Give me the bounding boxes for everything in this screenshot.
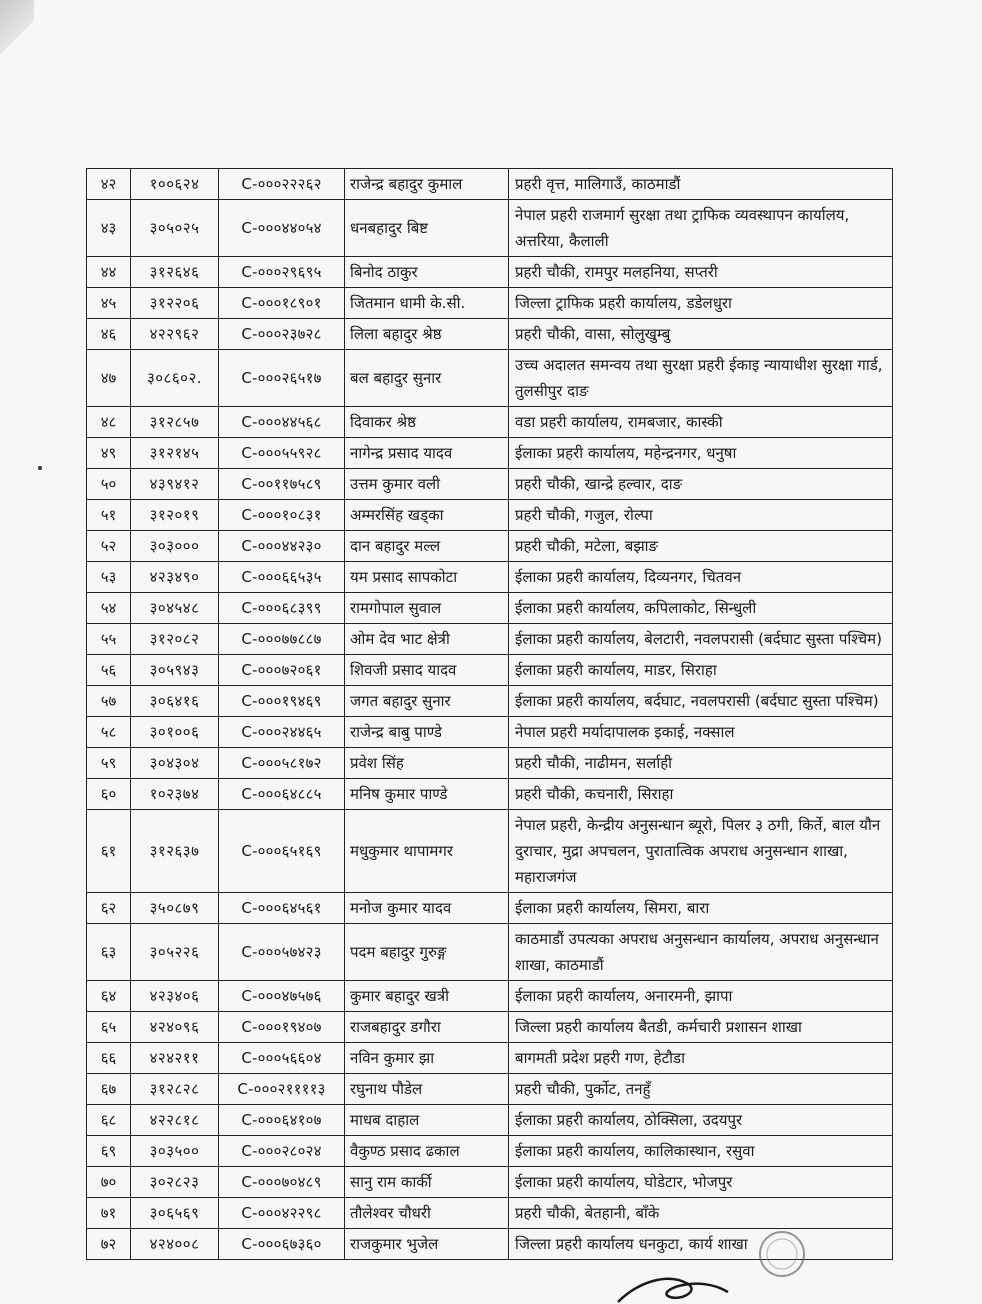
name-cell: जगत बहादुर सुनार: [345, 686, 509, 717]
serial-number-cell: ४८: [87, 407, 131, 438]
serial-number-cell: ५६: [87, 655, 131, 686]
code-cell: C-०००५६६०४: [219, 1043, 345, 1074]
code-cell: C-०००६६५३५: [219, 562, 345, 593]
serial-number-cell: ४२: [87, 169, 131, 200]
name-cell: राजकुमार भुजेल: [345, 1229, 509, 1260]
office-cell: ईलाका प्रहरी कार्यालय, अनारमनी, झापा: [509, 981, 893, 1012]
id-number-cell: ३०२८२३: [131, 1167, 219, 1198]
office-cell: ईलाका प्रहरी कार्यालय, कालिकास्थान, रसुवा: [509, 1136, 893, 1167]
office-cell: ईलाका प्रहरी कार्यालय, दिव्यनगर, चितवन: [509, 562, 893, 593]
id-number-cell: १००६२४: [131, 169, 219, 200]
serial-number-cell: ५०: [87, 469, 131, 500]
code-cell: C-०००४७५७६: [219, 981, 345, 1012]
table-row: [87, 1043, 893, 1074]
office-cell: जिल्ला प्रहरी कार्यालय धनकुटा, कार्य शाखा: [509, 1229, 893, 1260]
serial-number-cell: ४४: [87, 257, 131, 288]
serial-number-cell: ५२: [87, 531, 131, 562]
table-row: [87, 469, 893, 500]
table-row: [87, 1074, 893, 1105]
table-row: [87, 981, 893, 1012]
serial-number-cell: ६७: [87, 1074, 131, 1105]
office-cell: प्रहरी चौकी, वासा, सोलुखुम्बु: [509, 319, 893, 350]
code-cell: C-०००६७३६०: [219, 1229, 345, 1260]
office-cell: ईलाका प्रहरी कार्यालय, माडर, सिराहा: [509, 655, 893, 686]
page-corner-fold: [0, 0, 34, 56]
table-row: [87, 407, 893, 438]
table-row: [87, 624, 893, 655]
id-number-cell: ४३९४१२: [131, 469, 219, 500]
id-number-cell: ३०१००६: [131, 717, 219, 748]
name-cell: धनबहादुर बिष्ट: [345, 200, 509, 257]
id-number-cell: ३०५०२५: [131, 200, 219, 257]
official-stamp: [756, 1228, 808, 1280]
serial-number-cell: ६५: [87, 1012, 131, 1043]
id-number-cell: ४२२८१८: [131, 1105, 219, 1136]
office-cell: प्रहरी चौकी, रामपुर मलहनिया, सप्तरी: [509, 257, 893, 288]
code-cell: C-०००६५१६९: [219, 810, 345, 893]
name-cell: मनिष कुमार पाण्डे: [345, 779, 509, 810]
name-cell: तौलेश्वर चौधरी: [345, 1198, 509, 1229]
name-cell: बिनोद ठाकुर: [345, 257, 509, 288]
name-cell: कुमार बहादुर खत्री: [345, 981, 509, 1012]
table-row: [87, 1167, 893, 1198]
id-number-cell: ४२४००८: [131, 1229, 219, 1260]
office-cell: ईलाका प्रहरी कार्यालय, ठोक्सिला, उदयपुर: [509, 1105, 893, 1136]
table-row: [87, 593, 893, 624]
table-row: [87, 1136, 893, 1167]
serial-number-cell: ६८: [87, 1105, 131, 1136]
id-number-cell: ३०४३०४: [131, 748, 219, 779]
serial-number-cell: ६०: [87, 779, 131, 810]
id-number-cell: ४२२९६२: [131, 319, 219, 350]
code-cell: C-०००२४४६५: [219, 717, 345, 748]
name-cell: ओम देव भाट क्षेत्री: [345, 624, 509, 655]
code-cell: C-००११७५८९: [219, 469, 345, 500]
name-cell: उत्तम कुमार वली: [345, 469, 509, 500]
table-row: [87, 1105, 893, 1136]
code-cell: C-०००२११११३: [219, 1074, 345, 1105]
office-cell: प्रहरी वृत्त, मालिगाउँ, काठमाडौं: [509, 169, 893, 200]
name-cell: यम प्रसाद सापकोटा: [345, 562, 509, 593]
code-cell: C-०००७७८८७: [219, 624, 345, 655]
name-cell: राजेन्द्र बहादुर कुमाल: [345, 169, 509, 200]
name-cell: राजेन्द्र बाबु पाण्डे: [345, 717, 509, 748]
code-cell: C-०००२८०२४: [219, 1136, 345, 1167]
serial-number-cell: ७१: [87, 1198, 131, 1229]
serial-number-cell: ६२: [87, 893, 131, 924]
serial-number-cell: ५८: [87, 717, 131, 748]
id-number-cell: ३१२१४५: [131, 438, 219, 469]
code-cell: C-०००४४५६८: [219, 407, 345, 438]
code-cell: C-०००४४०५४: [219, 200, 345, 257]
code-cell: C-०००६८३९९: [219, 593, 345, 624]
name-cell: नविन कुमार झा: [345, 1043, 509, 1074]
name-cell: रघुनाथ पौडेल: [345, 1074, 509, 1105]
code-cell: C-०००६४१०७: [219, 1105, 345, 1136]
name-cell: राजबहादुर डगौरा: [345, 1012, 509, 1043]
serial-number-cell: ५९: [87, 748, 131, 779]
name-cell: सानु राम कार्की: [345, 1167, 509, 1198]
serial-number-cell: ५५: [87, 624, 131, 655]
office-cell: काठमाडौं उपत्यका अपराध अनुसन्धान कार्यालय, अपराध अनुसन्धान शाखा, काठमाडौं: [509, 924, 893, 981]
office-cell: ईलाका प्रहरी कार्यालय, कपिलाकोट, सिन्धुली: [509, 593, 893, 624]
serial-number-cell: ६१: [87, 810, 131, 893]
table-row: [87, 1198, 893, 1229]
table-row: [87, 810, 893, 893]
table-row: [87, 288, 893, 319]
scan-speck: [38, 466, 42, 470]
serial-number-cell: ४५: [87, 288, 131, 319]
office-cell: ईलाका प्रहरी कार्यालय, महेन्द्रनगर, धनुषा: [509, 438, 893, 469]
serial-number-cell: ६९: [87, 1136, 131, 1167]
table-row: [87, 924, 893, 981]
name-cell: अम्मरसिंह खड्का: [345, 500, 509, 531]
id-number-cell: ४२४०९६: [131, 1012, 219, 1043]
office-cell: ईलाका प्रहरी कार्यालय, सिमरा, बारा: [509, 893, 893, 924]
office-cell: उच्च अदालत समन्वय तथा सुरक्षा प्रहरी ईकाइ न्यायाधीश सुरक्षा गार्ड, तुलसीपुर दाङ: [509, 350, 893, 407]
id-number-cell: ३०३५००: [131, 1136, 219, 1167]
office-cell: प्रहरी चौकी, नाढीमन, सर्लाही: [509, 748, 893, 779]
table-row: [87, 779, 893, 810]
code-cell: C-०००५७४२३: [219, 924, 345, 981]
office-cell: जिल्ला प्रहरी कार्यालय बैतडी, कर्मचारी प्रशासन शाखा: [509, 1012, 893, 1043]
serial-number-cell: ६४: [87, 981, 131, 1012]
code-cell: C-०००७०४८९: [219, 1167, 345, 1198]
code-cell: C-०००२३७२८: [219, 319, 345, 350]
office-cell: नेपाल प्रहरी मर्यादापालक इकाई, नक्साल: [509, 717, 893, 748]
id-number-cell: ३५०८७९: [131, 893, 219, 924]
id-number-cell: ३१२८५७: [131, 407, 219, 438]
serial-number-cell: ४७: [87, 350, 131, 407]
serial-number-cell: ४३: [87, 200, 131, 257]
office-cell: प्रहरी चौकी, मटेला, बझाङ: [509, 531, 893, 562]
code-cell: C-०००२२२६२: [219, 169, 345, 200]
name-cell: जितमान धामी के.सी.: [345, 288, 509, 319]
office-cell: नेपाल प्रहरी राजमार्ग सुरक्षा तथा ट्राफिक व्यवस्थापन कार्यालय, अत्तरिया, कैलाली: [509, 200, 893, 257]
name-cell: लिला बहादुर श्रेष्ठ: [345, 319, 509, 350]
code-cell: C-०००१८९०१: [219, 288, 345, 319]
table-row: [87, 562, 893, 593]
id-number-cell: ४२३४०६: [131, 981, 219, 1012]
id-number-cell: ३१२६३७: [131, 810, 219, 893]
serial-number-cell: ६६: [87, 1043, 131, 1074]
table-row: [87, 438, 893, 469]
serial-number-cell: ४६: [87, 319, 131, 350]
name-cell: मधुकुमार थापामगर: [345, 810, 509, 893]
name-cell: माधब दाहाल: [345, 1105, 509, 1136]
id-number-cell: ३०३०००: [131, 531, 219, 562]
office-cell: प्रहरी चौकी, पुर्कोट, तनहुँ: [509, 1074, 893, 1105]
name-cell: पदम बहादुर गुरुङ्ग: [345, 924, 509, 981]
office-cell: वडा प्रहरी कार्यालय, रामबजार, कास्की: [509, 407, 893, 438]
serial-number-cell: ५३: [87, 562, 131, 593]
table-row: [87, 319, 893, 350]
code-cell: C-०००६४८८५: [219, 779, 345, 810]
id-number-cell: ३१२६४६: [131, 257, 219, 288]
id-number-cell: ३१२०८२: [131, 624, 219, 655]
signature-mark: [608, 1262, 748, 1304]
code-cell: C-०००२६५१७: [219, 350, 345, 407]
table-row: [87, 169, 893, 200]
serial-number-cell: ५७: [87, 686, 131, 717]
name-cell: नागेन्द्र प्रसाद यादव: [345, 438, 509, 469]
id-number-cell: ३१२२०६: [131, 288, 219, 319]
code-cell: C-०००७२०६१: [219, 655, 345, 686]
id-number-cell: ३०८६०२.: [131, 350, 219, 407]
office-cell: प्रहरी चौकी, खान्द्रे हल्वार, दाङ: [509, 469, 893, 500]
id-number-cell: ३१२०१९: [131, 500, 219, 531]
serial-number-cell: ७०: [87, 1167, 131, 1198]
personnel-table-container: [86, 168, 892, 1260]
code-cell: C-०००४२२९८: [219, 1198, 345, 1229]
id-number-cell: ३०६४१६: [131, 686, 219, 717]
office-cell: जिल्ला ट्राफिक प्रहरी कार्यालय, डडेलधुरा: [509, 288, 893, 319]
name-cell: बल बहादुर सुनार: [345, 350, 509, 407]
name-cell: शिवजी प्रसाद यादव: [345, 655, 509, 686]
table-row: [87, 686, 893, 717]
code-cell: C-०००२९६९५: [219, 257, 345, 288]
office-cell: प्रहरी चौकी, कचनारी, सिराहा: [509, 779, 893, 810]
table-row: [87, 350, 893, 407]
table-row: [87, 1012, 893, 1043]
office-cell: ईलाका प्रहरी कार्यालय, बर्दघाट, नवलपरासी (बर्दघाट सुस्ता पश्चिम): [509, 686, 893, 717]
serial-number-cell: ७२: [87, 1229, 131, 1260]
id-number-cell: ३१२८२८: [131, 1074, 219, 1105]
table-row: [87, 257, 893, 288]
office-cell: नेपाल प्रहरी, केन्द्रीय अनुसन्धान ब्यूरो, पिलर ३ ठगी, किर्ते, बाल यौन दुराचार, मुद्रा अपचलन, पुरातात्विक अपराध अनुसन्धान शाखा, महाराजगंज: [509, 810, 893, 893]
table-row: [87, 200, 893, 257]
office-cell: बागमती प्रदेश प्रहरी गण, हेटौडा: [509, 1043, 893, 1074]
table-row: [87, 893, 893, 924]
name-cell: प्रवेश सिंह: [345, 748, 509, 779]
table-row: [87, 748, 893, 779]
table-row: [87, 531, 893, 562]
personnel-table-body: [87, 169, 893, 1260]
id-number-cell: ३०५२२६: [131, 924, 219, 981]
code-cell: C-०००१९४०७: [219, 1012, 345, 1043]
code-cell: C-०००६४५६१: [219, 893, 345, 924]
code-cell: C-०००५५९२८: [219, 438, 345, 469]
office-cell: प्रहरी चौकी, बेतहानी, बाँके: [509, 1198, 893, 1229]
code-cell: C-०००४४२३०: [219, 531, 345, 562]
office-cell: प्रहरी चौकी, गजुल, रोल्पा: [509, 500, 893, 531]
personnel-table: [86, 168, 893, 1260]
code-cell: C-०००१०८३१: [219, 500, 345, 531]
code-cell: C-०००१९४६९: [219, 686, 345, 717]
table-row: [87, 655, 893, 686]
code-cell: C-०००५८१७२: [219, 748, 345, 779]
table-row: [87, 717, 893, 748]
name-cell: वैकुण्ठ प्रसाद ढकाल: [345, 1136, 509, 1167]
id-number-cell: ३०६५६९: [131, 1198, 219, 1229]
name-cell: दिवाकर श्रेष्ठ: [345, 407, 509, 438]
id-number-cell: १०२३७४: [131, 779, 219, 810]
serial-number-cell: ६३: [87, 924, 131, 981]
office-cell: ईलाका प्रहरी कार्यालय, घोडेटार, भोजपुर: [509, 1167, 893, 1198]
table-row: [87, 500, 893, 531]
id-number-cell: ४२४२११: [131, 1043, 219, 1074]
name-cell: रामगोपाल सुवाल: [345, 593, 509, 624]
name-cell: मनोज कुमार यादव: [345, 893, 509, 924]
serial-number-cell: ४९: [87, 438, 131, 469]
serial-number-cell: ५१: [87, 500, 131, 531]
id-number-cell: ४२३४९०: [131, 562, 219, 593]
serial-number-cell: ५४: [87, 593, 131, 624]
id-number-cell: ३०४५४८: [131, 593, 219, 624]
office-cell: ईलाका प्रहरी कार्यालय, बेलटारी, नवलपरासी (बर्दघाट सुस्ता पश्चिम): [509, 624, 893, 655]
name-cell: दान बहादुर मल्ल: [345, 531, 509, 562]
id-number-cell: ३०५९४३: [131, 655, 219, 686]
